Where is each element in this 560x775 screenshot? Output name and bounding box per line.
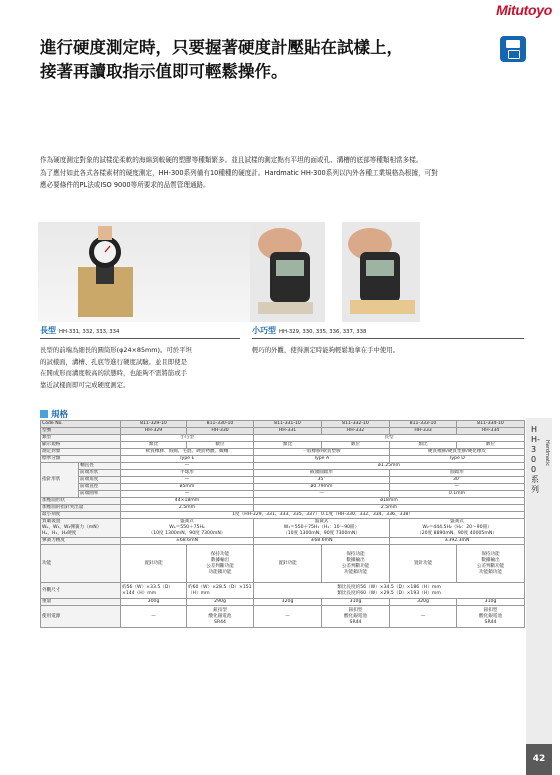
- long-type-heading: [40, 325, 119, 336]
- cell: 約56（W）×33.5（D）×144（H）mm: [121, 583, 187, 599]
- cell-line: 公差判斷功能: [206, 563, 234, 569]
- side-tab-label: HH-300系列: [531, 425, 540, 494]
- cell-line: 類比長度約56（W）×34.5（D）×186（H）mm: [337, 584, 441, 590]
- row-sublabel: 前端曲率: [79, 491, 121, 498]
- cell-line: 盤簧式: [450, 519, 464, 524]
- cell: —: [121, 477, 254, 484]
- cell: 置針功能: [254, 545, 322, 583]
- table-row: [41, 519, 525, 538]
- table-row: [41, 470, 525, 477]
- cell-line: 酸化銀電池: [208, 613, 232, 619]
- table-row: [41, 583, 525, 599]
- row-label: 使用電源: [41, 606, 121, 628]
- cell-line: （20度 8890mN、90度 40005mN）: [417, 531, 497, 536]
- cell: —: [254, 606, 322, 628]
- row-sublabel: 前端角度: [79, 477, 121, 484]
- cell: Type A: [254, 456, 390, 463]
- cell: [187, 606, 254, 628]
- cell: —: [121, 606, 187, 628]
- cell-line: 鈕扣型: [213, 607, 227, 613]
- cell: ø1.25mm: [254, 463, 525, 470]
- cell: [254, 583, 525, 599]
- cell-line: 類比長度約60（W）×29.5（D）×193（H）mm: [337, 590, 441, 596]
- row-label: 型號: [41, 428, 121, 435]
- cell-line: 盤簧式: [314, 519, 329, 524]
- cell-line: 酸化銀電池: [479, 613, 502, 619]
- intro-line-1: 作為硬度測定對象的試樣從柔軟的海綿到較硬的塑膠等種類繁多。並且試樣的測定點有平坦的面或孔、溝槽的底部等種類相當多樣。: [40, 156, 423, 164]
- row-label: 指針形狀: [41, 463, 79, 498]
- row-label: 標準分類: [41, 456, 121, 463]
- cell: 811-334-10: [457, 421, 525, 428]
- table-row: [41, 545, 525, 583]
- row-label: 重量: [41, 599, 121, 606]
- spec-table: [40, 420, 525, 628]
- cell-line: 酸化銀電池: [344, 613, 367, 619]
- desc-line: 長型的前端為細長的圓筒形(φ24×85mm)。可於平坦: [40, 346, 192, 354]
- table-row: [41, 463, 525, 470]
- cell-line: 鈕扣型: [483, 607, 498, 613]
- cell: ø0.79mm: [254, 484, 390, 491]
- label-line: Hₑ，H₁，H₂硬度: [42, 531, 77, 536]
- row-label: 加壓面的指針突出量: [41, 505, 121, 512]
- cell-line: （10度 1300mN、90度 7300mN）: [148, 531, 226, 536]
- cell: —: [121, 463, 254, 470]
- cell: 約60（W）×28.5（D）×151（H）mm: [187, 583, 254, 599]
- long-type-photo: [38, 222, 278, 322]
- compact-type-hardness-tester-image: [250, 222, 420, 322]
- cell-line: 盤簧式: [180, 519, 194, 524]
- cell-line: 數據輸出: [346, 557, 365, 563]
- cell-line: 鈕扣型: [348, 607, 363, 613]
- cell-line: SR44: [349, 619, 362, 625]
- cell: 290g: [187, 599, 254, 606]
- row-label: 最小刻度: [41, 512, 121, 519]
- page-title: [40, 36, 480, 84]
- row-sublabel: 前端直徑: [79, 484, 121, 491]
- cell: —: [390, 606, 457, 628]
- intro-paragraph: [40, 154, 510, 192]
- cell: —: [390, 484, 525, 491]
- cell: ø5mm: [121, 484, 254, 491]
- cell-line: W₁＝550＋75H₁（H₁：10～90冊）: [283, 525, 360, 530]
- cell: 2.5mm: [121, 505, 254, 512]
- cell: HH-332: [322, 428, 390, 435]
- table-row: [41, 477, 525, 484]
- cell-line: 保持功能: [481, 551, 500, 557]
- cell-line: 功能鎖功能: [344, 569, 367, 575]
- cell-line: （10度 1300mN、90度 7300mN）: [283, 531, 360, 536]
- compact-type-models: HH-329, 330, 335, 336, 337, 338: [279, 329, 367, 335]
- table-row: [41, 599, 525, 606]
- cell-line: 數據輸出: [481, 557, 500, 563]
- cell-line: SR44: [214, 619, 226, 625]
- cell: 310g: [322, 599, 390, 606]
- title-line-2: 接著再讀取指示值即可輕鬆操作。: [40, 62, 288, 81]
- side-tab-label-en: Hardmatic: [544, 440, 550, 466]
- cell: 811-332-10: [322, 421, 390, 428]
- intro-line-3: 應必要條件的PL法或ISO 9000等所要求的品質管理通路。: [40, 181, 210, 189]
- hardness-tester-category-icon: [500, 36, 526, 62]
- cell-line: 數據輸出: [210, 557, 230, 563]
- table-row: [41, 456, 525, 463]
- row-label: 加壓面形狀: [41, 498, 121, 505]
- cell: 類比: [390, 442, 457, 449]
- cell: 軟質橡膠、海綿、毛氈、硬質物體、織軸: [121, 449, 254, 456]
- spec-heading-label: 規格: [51, 410, 69, 420]
- cell: Type D: [390, 456, 525, 463]
- cell: ø18mm: [254, 498, 525, 505]
- long-type-description: [40, 345, 245, 391]
- row-label: Code No.: [41, 421, 121, 428]
- row-sublabel: 軸直徑: [79, 463, 121, 470]
- compact-type-description: 輕巧的外觀，使得測定時能夠輕鬆地拿在手中使用。: [252, 346, 399, 354]
- cell: 35˚: [254, 477, 390, 484]
- cell: 811-331-10: [254, 421, 322, 428]
- cell: 置針功能: [390, 545, 457, 583]
- table-row: [41, 491, 525, 498]
- cell: 類比: [254, 442, 322, 449]
- table-row: [41, 435, 525, 442]
- cell: 圓錐形: [390, 470, 525, 477]
- table-row: [41, 484, 525, 491]
- label-line: Wₑ，W₁，W₂彈簧力（mN）: [42, 525, 102, 530]
- cell-line: 功能鎖功能: [208, 569, 232, 575]
- compact-type-heading: [252, 325, 366, 336]
- cell: 數位: [457, 442, 525, 449]
- cell: 300g: [121, 599, 187, 606]
- cell: 數位: [187, 442, 254, 449]
- cell-line: 公差判斷功能: [341, 563, 370, 569]
- title-line-1: 進行硬度測定時，只要握著硬度計壓貼在試樣上，: [40, 38, 403, 57]
- intro-line-2: 為了應付如此各式各樣素材的硬度測定，HH-300系列備有10種種的硬度計。Hardmatic HH-300系列以內外各種工業規格為根據，可對: [40, 168, 438, 177]
- cell: ±68.6mN: [254, 538, 390, 545]
- compact-type-photo: [250, 222, 420, 322]
- cell: 811-329-10: [121, 421, 187, 428]
- compact-type-title: 小巧型: [252, 326, 276, 335]
- table-row: [41, 512, 525, 519]
- cell: [390, 519, 525, 538]
- cell: Type E: [121, 456, 254, 463]
- cell: 0.1mm: [390, 491, 525, 498]
- cell: ±68.6mN: [121, 538, 254, 545]
- cell: 310g: [457, 599, 525, 606]
- cell: HH-329: [121, 428, 187, 435]
- cell-line: SR44: [484, 619, 497, 625]
- row-sublabel: 前端形狀: [79, 470, 121, 477]
- desc-line: 的試樣面，溝槽、孔底等進行硬度試驗。並且即使是: [40, 357, 187, 366]
- cell-line: 保持功能: [346, 551, 365, 557]
- row-label: 彈簧力精度: [41, 538, 121, 545]
- table-row: [41, 442, 525, 449]
- cell: 320g: [390, 599, 457, 606]
- table-row: [41, 505, 525, 512]
- row-label: 功能: [41, 545, 121, 583]
- cell: 小巧型: [121, 435, 254, 442]
- table-row: [41, 421, 525, 428]
- cell: [187, 545, 254, 583]
- row-label: 類型: [41, 435, 121, 442]
- cell: 置針功能: [121, 545, 187, 583]
- desc-line: 靠近試樣面即可完成硬度測定。: [40, 380, 130, 389]
- cell-line: 公差判斷功能: [476, 563, 505, 569]
- table-row: [41, 449, 525, 456]
- cell: 數位: [322, 442, 390, 449]
- long-type-title: 長型: [40, 326, 56, 335]
- cell: [322, 545, 390, 583]
- page-number: 42: [526, 744, 552, 775]
- cell: 2.5mm: [254, 505, 525, 512]
- cell-line: 保持功能: [210, 551, 230, 557]
- cell: [254, 519, 390, 538]
- cell: 截頭圓錐形: [254, 470, 390, 477]
- cell: HH-331: [254, 428, 322, 435]
- cell: 1度（HH-329、331、333、335、337） 0.1度（HH-330、332、334、336、338）: [121, 512, 525, 519]
- cell-line: W₂＝444.5H₂（H₂：20～90冊）: [422, 525, 492, 530]
- table-row: [41, 498, 525, 505]
- cell: [457, 606, 525, 628]
- cell: 長型: [254, 435, 525, 442]
- cell: [457, 545, 525, 583]
- row-label: 顯示規格: [41, 442, 121, 449]
- cell: [121, 519, 254, 538]
- divider: [40, 338, 240, 339]
- row-label: 外觀尺寸: [41, 583, 121, 599]
- cell: —: [121, 491, 254, 498]
- row-label: [41, 519, 121, 538]
- cell: 44×18mm: [121, 498, 254, 505]
- cell: 811-330-10: [187, 421, 254, 428]
- cell-line: 功能鎖功能: [479, 569, 502, 575]
- table-row: [41, 606, 525, 628]
- cell: ±392.3mN: [390, 538, 525, 545]
- table-row: [41, 538, 525, 545]
- long-type-models: HH-331, 332, 333, 334: [59, 329, 120, 335]
- desc-line: 在開成形而溝度較高的狀態時，也能夠不需將筋或手: [40, 369, 187, 378]
- cell: 一般橡膠/軟質塑膠: [254, 449, 390, 456]
- cell: HH-333: [390, 428, 457, 435]
- spec-heading: [40, 408, 68, 420]
- cell-line: Wₑ＝550＋75Hₑ: [169, 525, 205, 530]
- mitutoyo-logo: Mitutoyo: [496, 2, 552, 18]
- label-line: 負載裝置: [42, 519, 61, 524]
- row-label: 測定對象: [41, 449, 121, 456]
- cell: 30˚: [390, 477, 525, 484]
- cell: 320g: [254, 599, 322, 606]
- cell: 811-333-10: [390, 421, 457, 428]
- cell: 硬質橡膠/硬質塑膠/硬化橡皮: [390, 449, 525, 456]
- cell: HH-334: [457, 428, 525, 435]
- cell: [322, 606, 390, 628]
- divider: [252, 338, 524, 339]
- table-row: [41, 428, 525, 435]
- cell: 半球形: [121, 470, 254, 477]
- cell: 類比: [121, 442, 187, 449]
- cell: —: [254, 491, 390, 498]
- cell: HH-330: [187, 428, 254, 435]
- long-type-hardness-tester-image: [38, 222, 278, 322]
